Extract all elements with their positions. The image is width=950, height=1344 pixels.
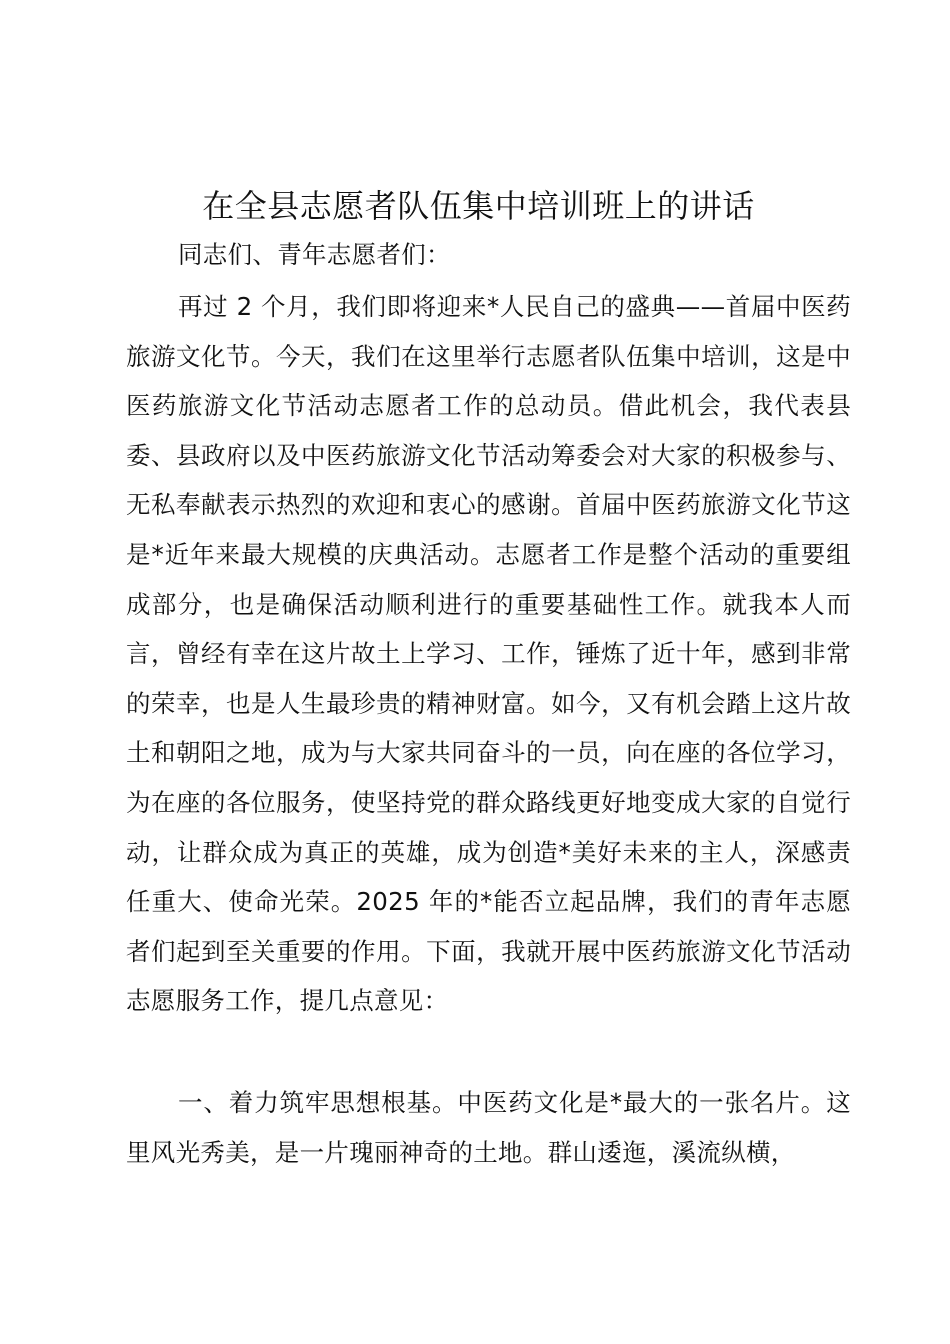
body-paragraph: 一、着力筑牢思想根基。中医药文化是*最大的一张名片。这里风光秀美，是一片瑰丽神奇的土地。群山逶迤，溪流纵横，: [126, 1088, 851, 1167]
document-title: 在全县志愿者队伍集中培训班上的讲话: [202, 187, 755, 225]
body-paragraph: 再过 2 个月，我们即将迎来*人民自己的盛典——首届中医药旅游文化节。今天，我们在这里举行志愿者队伍集中培训，这是中医药旅游文化节活动志愿者工作的总动员。借此机会，我代表县委、县政府以及中医药旅游文化节活动筹委会对大家的积极参与、无私奉献表示热烈的欢迎和衷心的感谢。首届中医药旅游文化节这是*近年来最大规模的庆典活动。志愿者工作是整个活动的重要组成部分，也是确保活动顺利进行的重要基础性工作。就我本人而言，曾经有幸在这片故土上学习、工作，锤炼了近十年，感到非常的荣幸，也是人生最珍贵的精神财富。如今，又有机会踏上这片故土和朝阳之地，成为与大家共同奋斗的一员，向在座的各位学习，为在座的各位服务，使坚持党的群众路线更好地变成大家的自觉行动，让群众成为真正的英雄，成为创造*美好未来的主人，深感责任重大、使命光荣。2025 年的*能否立起品牌，我们的青年志愿者们起到至关重要的作用。下面，我就开展中医药旅游文化节活动志愿服务工作，提几点意见：: [126, 292, 851, 1016]
salutation: 同志们、青年志愿者们：: [178, 240, 451, 269]
